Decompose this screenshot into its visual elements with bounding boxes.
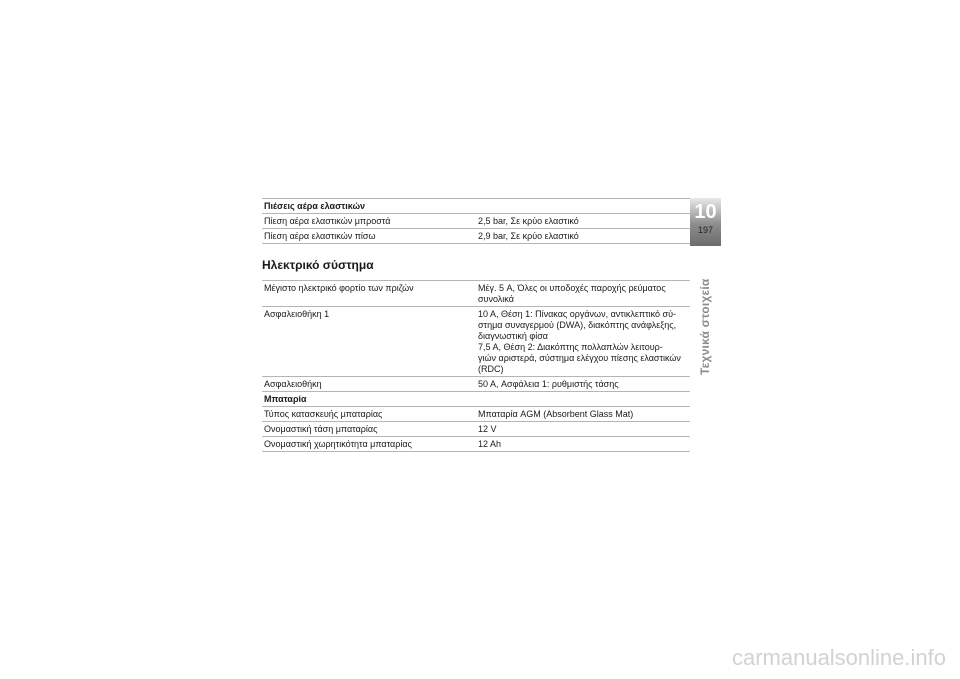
- row-value: 2,9 bar, Σε κρύο ελαστικό: [476, 229, 690, 244]
- table-row: [262, 307, 690, 377]
- table-row: [262, 422, 690, 437]
- value-line: γιών αριστερά, σύστημα ελέγχου πίεσης ελαστικών: [478, 353, 681, 363]
- value-line: στημα συναγερμού (DWA), διακόπτης ανάφλεξης,: [478, 320, 677, 330]
- table-row: [262, 281, 690, 307]
- table-row: [262, 229, 690, 244]
- row-label: Ονομαστική χωρητικότητα μπαταρίας: [262, 437, 476, 452]
- row-label: Ασφαλειοθήκη 1: [262, 307, 476, 377]
- chapter-side-title: Τεχνικά στοιχεία: [698, 278, 712, 375]
- value-line: (RDC): [478, 364, 504, 374]
- row-value: [476, 307, 690, 377]
- table-row: [262, 214, 690, 229]
- row-label: Πίεση αέρα ελαστικών μπροστά: [262, 214, 476, 229]
- watermark: carmanualsonline.info: [731, 645, 946, 670]
- row-label: Ασφαλειοθήκη: [262, 377, 476, 392]
- electrical-table: [262, 280, 690, 452]
- value-line: συνολικά: [478, 294, 514, 304]
- row-value: Μπαταρία AGM (Absorbent Glass Mat): [476, 407, 690, 422]
- row-value: 2,5 bar, Σε κρύο ελαστικό: [476, 214, 690, 229]
- spec-content: [262, 198, 690, 452]
- tyre-pressure-table: [262, 198, 690, 244]
- value-line: 7,5 A, Θέση 2: Διακόπτης πολλαπλών λειτουρ-: [478, 342, 663, 352]
- chapter-tab: [690, 198, 721, 246]
- row-label: Πίεση αέρα ελαστικών πίσω: [262, 229, 476, 244]
- row-value: [476, 281, 690, 307]
- value-line: 10 A, Θέση 1: Πίνακας οργάνων, αντικλεπτικό σύ-: [478, 309, 676, 319]
- section-title-electrical: Ηλεκτρικό σύστημα: [262, 258, 374, 272]
- chapter-number: 10: [694, 201, 717, 223]
- value-line: 50 A, Ασφάλεια 1: ρυθμιστής τάσης: [478, 379, 619, 389]
- row-label: Ονομαστική τάση μπαταρίας: [262, 422, 476, 437]
- row-value: 12 V: [476, 422, 690, 437]
- row-label: Τύπος κατασκευής μπαταρίας: [262, 407, 476, 422]
- table-row: [262, 407, 690, 422]
- table-row: [262, 377, 690, 392]
- page-number: 197: [697, 225, 714, 235]
- battery-heading: Μπαταρία: [262, 392, 690, 407]
- value-line: διαγνωστική φίσα: [478, 331, 548, 341]
- row-label: Μέγιστο ηλεκτρικό φορτίο των πριζών: [262, 281, 476, 307]
- row-value: [476, 377, 690, 392]
- table-row: [262, 437, 690, 452]
- row-value: 12 Ah: [476, 437, 690, 452]
- tyre-pressure-heading: Πιέσεις αέρα ελαστικών: [262, 199, 690, 214]
- value-line: Μέγ. 5 A, Όλες οι υποδοχές παροχής ρεύματος: [478, 283, 666, 293]
